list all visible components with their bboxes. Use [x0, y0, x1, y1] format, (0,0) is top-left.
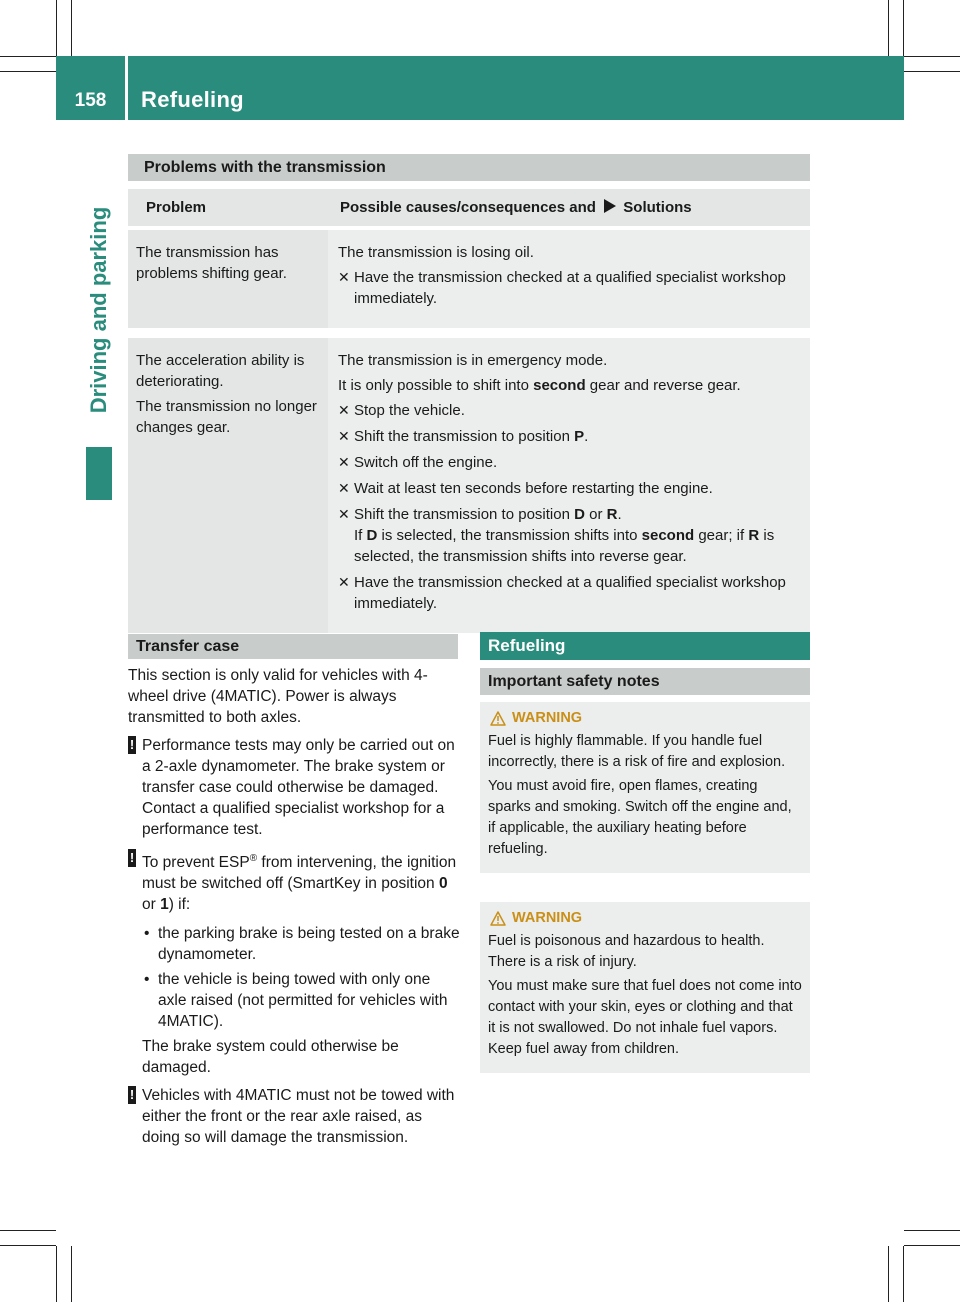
problem-cell — [128, 228, 328, 333]
step-arrow-icon: ✕ — [338, 574, 350, 590]
problem-text: The acceleration ability is deteriorating. — [136, 352, 305, 390]
crop-mark — [0, 71, 56, 72]
exclamation-icon: ! — [129, 850, 135, 865]
warning-box — [480, 902, 810, 1073]
solution-cell — [328, 333, 810, 633]
warning-label: WARNING — [512, 910, 583, 926]
step-arrow-icon: ✕ — [338, 480, 350, 496]
transfer-case-intro: This section is only valid for vehicles with 4-wheel drive (4MATIC). Power is always transmitted to both axles. — [128, 667, 428, 726]
step-arrow-icon: ✕ — [338, 402, 350, 418]
header-separator — [125, 56, 128, 120]
problem-text: The transmission no longer changes gear. — [136, 398, 317, 436]
crop-mark — [904, 1230, 960, 1231]
warning-text: You must make sure that fuel does not come into contact with your skin, eyes or clothing and that it is not swallowed. Do not inhale fuel vapors. Keep fuel away from children. — [488, 978, 802, 1057]
transmission-table — [128, 189, 810, 633]
step-arrow-icon: ✕ — [338, 428, 350, 444]
table-row — [128, 333, 810, 633]
step-item: ✕ Switch off the engine. — [338, 454, 498, 471]
crop-mark — [888, 0, 889, 56]
step-item: ✕ Stop the vehicle. — [338, 402, 465, 419]
safety-notes-heading: Important safety notes — [480, 668, 810, 695]
bullet-item: • the parking brake is being tested on a brake dynamometer. — [144, 925, 460, 964]
solution-arrow-icon — [603, 199, 616, 213]
step-item: ✕ Wait at least ten seconds before restarting the engine. — [338, 480, 713, 497]
exclamation-icon: ! — [129, 737, 135, 752]
table-title: Problems with the transmission — [128, 154, 810, 181]
note-item: ! Performance tests may only be carried out on a 2-axle dynamometer. The brake system or transfer case could otherwise be damaged. Contact a qualified specialist workshop for a performance test. — [129, 737, 455, 838]
cause-text-2: It is only possible to shift into second gear and reverse gear. — [338, 377, 741, 394]
step-arrow-icon: ✕ — [338, 269, 350, 285]
note-conclusion: The brake system could otherwise be damaged. — [142, 1038, 399, 1077]
warning-triangle-icon — [490, 911, 506, 926]
exclamation-icon: ! — [129, 1087, 135, 1103]
crop-mark — [904, 1245, 960, 1246]
problem-text: The transmission has problems shifting gear. — [136, 244, 287, 282]
running-title: Refueling — [141, 87, 244, 112]
side-tab — [86, 120, 112, 500]
col-header-solutions — [328, 189, 810, 228]
warning-header — [488, 708, 802, 729]
bullet-icon: • — [144, 925, 150, 943]
crop-mark — [888, 1246, 889, 1302]
bullet-item: • the vehicle is being towed with only one axle raised (not permitted for vehicles with 4MATIC). — [144, 971, 448, 1031]
step-arrow-icon: ✕ — [338, 454, 350, 470]
crop-mark — [71, 0, 72, 56]
transfer-case-body — [128, 665, 460, 1156]
step-item: ✕ Shift the transmission to position D or R. If D is selected, the transmission shifts into second gear; if R is selected, the transmission shifts into reverse gear. — [338, 506, 775, 565]
crop-mark — [903, 1246, 904, 1302]
step-arrow-icon: ✕ — [338, 506, 350, 522]
warning-triangle-icon — [490, 711, 506, 726]
crop-mark — [904, 71, 960, 72]
cause-text: The transmission is losing oil. — [338, 244, 534, 261]
warning-box — [480, 702, 810, 873]
warning-text: You must avoid fire, open flames, creating sparks and smoking. Switch off the engine and, if applicable, the auxiliary heating before refueling. — [488, 778, 792, 857]
refueling-heading: Refueling — [480, 632, 810, 660]
warning-header — [488, 908, 802, 929]
crop-mark — [0, 1230, 56, 1231]
crop-mark — [56, 1246, 57, 1302]
step-item: ✕ Have the transmission checked at a qualified specialist workshop immediately. — [338, 574, 786, 612]
step-item: ✕ Have the transmission checked at a qualified specialist workshop immediately. — [338, 269, 786, 307]
warning-text: Fuel is highly flammable. If you handle fuel incorrectly, there is a risk of fire and explosion. — [488, 733, 786, 770]
crop-mark — [71, 1246, 72, 1302]
solution-cell — [328, 228, 810, 333]
note-item: ! Vehicles with 4MATIC must not be towed with either the front or the rear axle raised, as doing so will damage the transmission. — [129, 1087, 455, 1147]
col-header-solutions-prefix: Possible causes/consequences and — [340, 199, 596, 216]
cause-text: The transmission is in emergency mode. — [338, 352, 608, 369]
crop-mark — [0, 56, 56, 57]
warning-text: Fuel is poisonous and hazardous to health. There is a risk of injury. — [488, 933, 765, 970]
col-header-solutions-suffix: Solutions — [623, 199, 692, 216]
warning-label: WARNING — [512, 710, 583, 726]
col-header-problem: Problem — [128, 189, 328, 228]
bullet-icon: • — [144, 971, 150, 989]
problem-cell — [128, 333, 328, 633]
crop-mark — [904, 56, 960, 57]
side-tab-block — [86, 447, 112, 500]
transfer-case-heading: Transfer case — [128, 634, 458, 659]
note-item: ! To prevent ESP® from intervening, the ignition must be switched off (SmartKey in position 0 or 1) if: — [129, 850, 457, 914]
table-row — [128, 228, 810, 333]
step-item: ✕ Shift the transmission to position P. — [338, 428, 589, 445]
side-tab-label: Driving and parking — [86, 206, 111, 414]
crop-mark — [903, 0, 904, 56]
crop-mark — [56, 0, 57, 56]
page-number: 158 — [74, 90, 107, 111]
crop-mark — [0, 1245, 56, 1246]
